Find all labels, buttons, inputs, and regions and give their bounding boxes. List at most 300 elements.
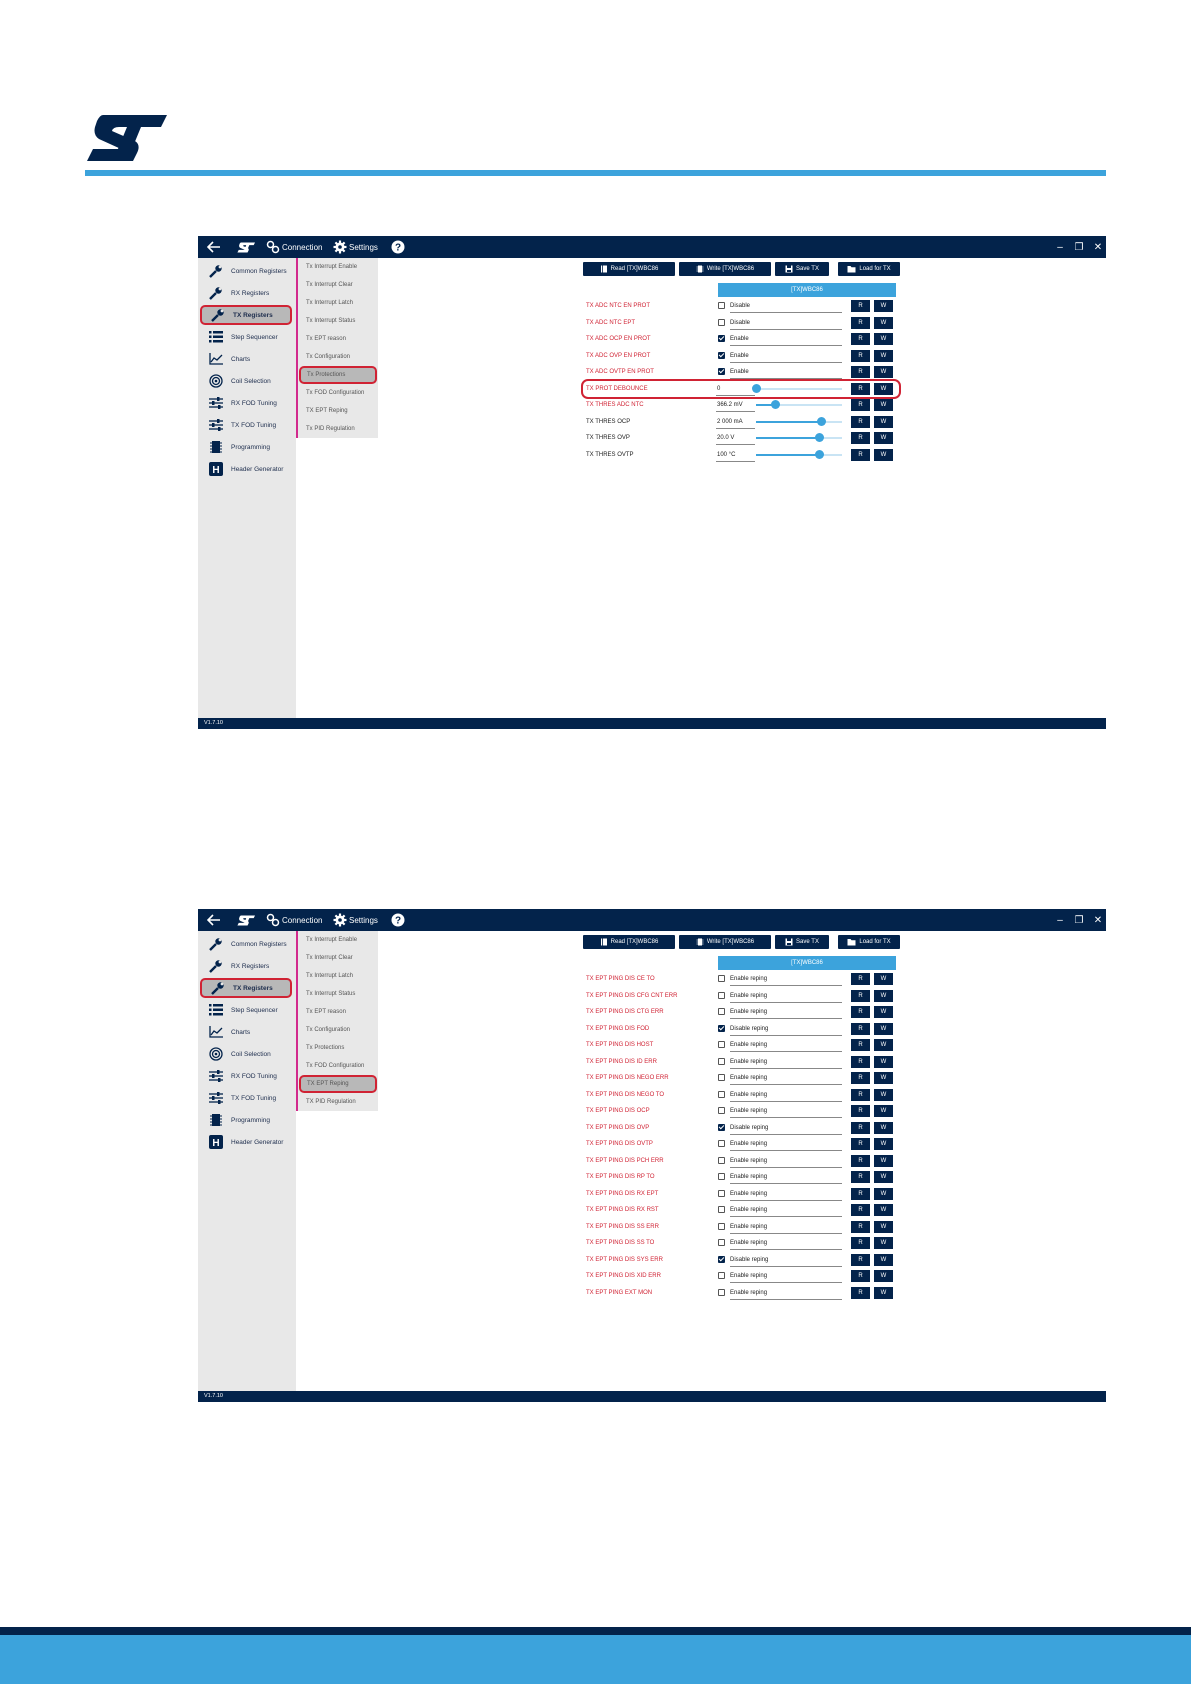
submenu xyxy=(296,258,378,438)
sidebar-item-label: Programming xyxy=(231,443,271,451)
back-button[interactable] xyxy=(207,909,221,931)
sidebar-item-rx-fod-tuning[interactable] xyxy=(200,1066,292,1086)
write-register-button[interactable]: W xyxy=(874,1171,893,1183)
write-register-button[interactable]: W xyxy=(874,333,893,345)
save-button[interactable] xyxy=(775,262,829,276)
register-checkbox[interactable] xyxy=(718,1008,725,1015)
read-register-button[interactable]: R xyxy=(851,1089,870,1101)
register-checkbox-label: Enable reping xyxy=(730,1055,842,1069)
register-checkbox[interactable] xyxy=(718,1256,725,1263)
load-button[interactable] xyxy=(838,935,900,949)
register-row xyxy=(586,989,906,1003)
register-name: TX EPT PING DIS HOST xyxy=(586,1042,654,1048)
read-register-button[interactable]: R xyxy=(851,1204,870,1216)
register-name: TX EPT PING DIS OVTP xyxy=(586,1141,653,1147)
save-icon xyxy=(785,265,793,273)
sidebar-item-programming[interactable] xyxy=(200,1110,292,1130)
chip-icon xyxy=(207,440,225,454)
submenu-item[interactable]: Tx Interrupt Enable xyxy=(306,937,358,943)
register-row xyxy=(586,1269,906,1283)
register-row xyxy=(586,1286,906,1300)
header-h-icon xyxy=(207,462,225,476)
read-register-button[interactable]: R xyxy=(851,1072,870,1084)
register-checkbox[interactable] xyxy=(718,1173,725,1180)
sidebar-item-header-generator[interactable] xyxy=(200,1132,292,1152)
register-checkbox[interactable] xyxy=(718,1272,725,1279)
gear-icon xyxy=(333,913,347,927)
register-row xyxy=(586,398,906,412)
submenu-item[interactable]: Tx Configuration xyxy=(306,354,351,360)
register-checkbox-label: Enable xyxy=(730,365,842,379)
connection-icon xyxy=(266,913,280,927)
register-name: TX EPT PING DIS RX EPT xyxy=(586,1190,659,1197)
register-checkbox[interactable] xyxy=(718,1206,725,1213)
app-window-protections xyxy=(198,236,1106,729)
register-row xyxy=(586,1137,906,1151)
sidebar-item-label: Charts xyxy=(231,1028,251,1036)
register-checkbox-label: Enable reping xyxy=(730,1269,842,1283)
register-row xyxy=(586,1253,906,1267)
sidebar-item-label: Common Registers xyxy=(231,267,287,275)
read-register-button[interactable]: R xyxy=(851,449,870,461)
minimize-icon[interactable]: – xyxy=(1057,914,1063,926)
read-register-button[interactable]: R xyxy=(851,399,870,411)
write-register-button[interactable]: W xyxy=(874,1188,893,1200)
register-checkbox-label: Enable reping xyxy=(730,1005,842,1019)
settings-button[interactable] xyxy=(333,909,378,931)
sidebar-item-tx-registers[interactable] xyxy=(200,305,292,325)
read-register-button[interactable]: R xyxy=(851,990,870,1002)
register-row xyxy=(586,1104,906,1118)
wrench-icon xyxy=(207,286,225,300)
slider-fill xyxy=(756,421,821,423)
chip-icon xyxy=(207,1113,225,1127)
register-name: TX EPT PING DIS CTG ERR xyxy=(586,1009,664,1015)
sidebar-item-label: Step Sequencer xyxy=(231,1006,278,1014)
register-checkbox-label: Disable xyxy=(730,316,842,330)
restore-icon[interactable]: ❐ xyxy=(1074,241,1084,253)
register-name: TX EPT PING DIS FOD xyxy=(586,1025,650,1032)
sidebar-item-tx-fod-tuning[interactable] xyxy=(200,415,292,435)
read-register-button[interactable]: R xyxy=(851,1122,870,1134)
read-button[interactable] xyxy=(583,935,675,949)
folder-icon xyxy=(847,938,856,946)
write-register-button[interactable]: W xyxy=(874,1056,893,1068)
version-statusbar: V1.7.10 xyxy=(198,718,1106,729)
sidebar-item-label: RX Registers xyxy=(231,289,270,297)
submenu-item[interactable]: TX EPT Reping xyxy=(299,1075,377,1093)
write-register-button[interactable]: W xyxy=(874,1023,893,1035)
write-register-button[interactable]: W xyxy=(874,300,893,312)
sidebar-item-label: TX FOD Tuning xyxy=(231,1094,277,1102)
write-register-button[interactable]: W xyxy=(874,990,893,1002)
minimize-icon[interactable]: – xyxy=(1057,241,1063,253)
read-register-button[interactable]: R xyxy=(851,973,870,985)
submenu-item[interactable]: Tx EPT reason xyxy=(306,336,346,342)
register-checkbox[interactable] xyxy=(718,1074,725,1081)
app-logo xyxy=(236,236,256,258)
settings-label: Settings xyxy=(349,915,378,925)
read-register-button[interactable]: R xyxy=(851,1188,870,1200)
svg-text:H: H xyxy=(212,465,220,476)
sidebar-item-rx-registers[interactable] xyxy=(200,283,292,303)
version-statusbar: V1.7.10 xyxy=(198,1391,1106,1402)
register-checkbox[interactable] xyxy=(718,1058,725,1065)
sidebar-item-step-sequencer[interactable] xyxy=(200,327,292,347)
register-checkbox[interactable] xyxy=(718,992,725,999)
load-button-label: Load for TX xyxy=(859,939,891,945)
register-checkbox[interactable] xyxy=(718,975,725,982)
register-checkbox[interactable] xyxy=(718,368,725,375)
st-logo-icon xyxy=(236,242,256,253)
list-icon xyxy=(207,1004,225,1016)
read-register-button[interactable]: R xyxy=(851,1023,870,1035)
register-name: TX EPT PING DIS SS ERR xyxy=(586,1223,659,1230)
read-register-button[interactable]: R xyxy=(851,1155,870,1167)
register-name: TX EPT PING DIS OCP xyxy=(586,1108,650,1114)
sliders-icon xyxy=(207,1092,225,1104)
memory-icon xyxy=(696,265,704,273)
read-register-button[interactable]: R xyxy=(851,1105,870,1117)
register-name: TX THRES OVP xyxy=(586,435,630,441)
register-name: TX THRES OCP xyxy=(586,418,631,425)
register-name: TX THRES ADC NTC xyxy=(586,402,644,408)
read-register-button[interactable]: R xyxy=(851,383,870,395)
sidebar-item-tx-fod-tuning[interactable] xyxy=(200,1088,292,1108)
back-button[interactable] xyxy=(207,236,221,258)
sidebar-item-label: Header Generator xyxy=(231,465,284,473)
write-register-button[interactable]: W xyxy=(874,399,893,411)
save-button[interactable] xyxy=(775,935,829,949)
register-row xyxy=(586,431,906,445)
load-button[interactable] xyxy=(838,262,900,276)
register-checkbox-label: Enable reping xyxy=(730,1286,842,1300)
read-register-button[interactable]: R xyxy=(851,1221,870,1233)
register-checkbox[interactable] xyxy=(718,1025,725,1032)
slider-thumb[interactable] xyxy=(817,417,826,426)
submenu-item[interactable]: Tx Interrupt Clear xyxy=(306,955,353,961)
help-icon xyxy=(391,913,405,927)
write-register-button[interactable]: W xyxy=(874,350,893,362)
submenu-item[interactable]: Tx FOD Configuration xyxy=(306,1063,365,1069)
register-row xyxy=(586,1187,906,1201)
register-checkbox[interactable] xyxy=(718,1091,725,1098)
write-register-button[interactable]: W xyxy=(874,1138,893,1150)
write-register-button[interactable]: W xyxy=(874,383,893,395)
register-name: TX ADC NTC EPT xyxy=(586,319,636,326)
sidebar xyxy=(198,931,296,1391)
register-value-input[interactable]: 0 xyxy=(716,382,755,396)
register-row xyxy=(586,1236,906,1250)
register-name: TX EPT PING DIS SYS ERR xyxy=(586,1256,663,1263)
sidebar-item-header-generator[interactable] xyxy=(200,459,292,479)
sidebar-item-label: RX FOD Tuning xyxy=(231,1072,277,1080)
sidebar-item-programming[interactable] xyxy=(200,437,292,457)
read-button[interactable] xyxy=(583,262,675,276)
sidebar-item-charts[interactable] xyxy=(200,349,292,369)
register-checkbox[interactable] xyxy=(718,1223,725,1230)
write-register-button[interactable]: W xyxy=(874,1237,893,1249)
sidebar-item-coil-selection[interactable] xyxy=(200,1044,292,1064)
register-name: TX EPT PING DIS XID ERR xyxy=(586,1273,661,1279)
register-value-input[interactable]: 2 000 mA xyxy=(716,415,755,429)
help-icon xyxy=(391,240,405,254)
read-register-button[interactable]: R xyxy=(851,1006,870,1018)
read-register-button[interactable]: R xyxy=(851,317,870,329)
register-checkbox[interactable] xyxy=(718,335,725,342)
read-register-button[interactable]: R xyxy=(851,1056,870,1068)
register-row xyxy=(586,1121,906,1135)
sliders-icon xyxy=(207,397,225,409)
register-row xyxy=(586,316,906,330)
register-checkbox-label: Enable reping xyxy=(730,1088,842,1102)
register-checkbox[interactable] xyxy=(718,352,725,359)
header-rule xyxy=(85,170,1106,176)
read-register-button[interactable]: R xyxy=(851,1138,870,1150)
write-register-button[interactable]: W xyxy=(874,1254,893,1266)
sidebar-item-common-registers[interactable] xyxy=(200,261,292,281)
write-button-label: Write [TX]WBC86 xyxy=(706,266,755,272)
register-checkbox-label: Enable reping xyxy=(730,1236,842,1250)
sidebar-item-label: TX FOD Tuning xyxy=(231,421,277,429)
sidebar-item-label: Coil Selection xyxy=(231,377,271,385)
register-row xyxy=(586,332,906,346)
svg-text:?: ? xyxy=(394,242,402,254)
register-checkbox[interactable] xyxy=(718,319,725,326)
register-row xyxy=(586,382,906,396)
memory-icon xyxy=(696,938,704,946)
register-checkbox-label: Disable reping xyxy=(730,1253,842,1267)
connection-icon xyxy=(266,240,280,254)
read-register-button[interactable]: R xyxy=(851,1237,870,1249)
write-register-button[interactable]: W xyxy=(874,1122,893,1134)
write-register-button[interactable]: W xyxy=(874,973,893,985)
register-checkbox-label: Enable reping xyxy=(730,1038,842,1052)
register-row xyxy=(586,1038,906,1052)
connection-label: Connection xyxy=(282,242,323,252)
slider-fill xyxy=(756,437,819,439)
load-button-label: Load for TX xyxy=(859,266,891,272)
submenu-item[interactable]: Tx FOD Configuration xyxy=(306,390,365,396)
read-register-button[interactable]: R xyxy=(851,333,870,345)
column-header: [TX]WBC86 xyxy=(718,283,896,297)
help-button[interactable] xyxy=(391,909,405,931)
register-row xyxy=(586,365,906,379)
gear-icon xyxy=(333,240,347,254)
submenu xyxy=(296,931,378,1111)
column-header: [TX]WBC86 xyxy=(718,956,896,970)
write-register-button[interactable]: W xyxy=(874,1006,893,1018)
register-name: TX EPT PING EXT MON xyxy=(586,1289,653,1296)
register-checkbox[interactable] xyxy=(718,1157,725,1164)
row-highlight xyxy=(581,379,901,399)
register-checkbox[interactable] xyxy=(718,1190,725,1197)
submenu-item[interactable]: Tx Interrupt Status xyxy=(306,318,356,324)
save-icon xyxy=(785,938,793,946)
write-register-button[interactable]: W xyxy=(874,1221,893,1233)
submenu-item[interactable]: Tx Interrupt Latch xyxy=(306,973,354,979)
read-register-button[interactable]: R xyxy=(851,366,870,378)
read-register-button[interactable]: R xyxy=(851,350,870,362)
sidebar-item-rx-registers[interactable] xyxy=(200,956,292,976)
st-logo-icon xyxy=(236,915,256,926)
sidebar-item-label: Common Registers xyxy=(231,940,287,948)
read-register-button[interactable]: R xyxy=(851,1254,870,1266)
register-name: TX EPT PING DIS PCH ERR xyxy=(586,1157,664,1164)
svg-text:?: ? xyxy=(394,915,402,927)
register-checkbox-label: Disable reping xyxy=(730,1121,842,1135)
register-name: TX EPT PING DIS CFG CNT ERR xyxy=(586,992,678,999)
save-button-label: Save TX xyxy=(796,939,819,945)
read-register-button[interactable]: R xyxy=(851,1287,870,1299)
register-checkbox-label: Enable reping xyxy=(730,1203,842,1217)
slider-fill xyxy=(756,454,819,456)
back-arrow-icon xyxy=(207,914,221,926)
submenu-item[interactable]: Tx Interrupt Enable xyxy=(306,264,358,270)
register-checkbox[interactable] xyxy=(718,1140,725,1147)
write-register-button[interactable]: W xyxy=(874,432,893,444)
register-value-input[interactable]: 20.0 V xyxy=(716,431,755,445)
slider-thumb[interactable] xyxy=(815,450,824,459)
register-name: TX ADC OVP EN PROT xyxy=(586,352,651,359)
register-row xyxy=(586,1005,906,1019)
submenu-item[interactable]: Tx Interrupt Latch xyxy=(306,300,354,306)
read-register-button[interactable]: R xyxy=(851,416,870,428)
write-register-button[interactable]: W xyxy=(874,1155,893,1167)
register-name: TX EPT PING DIS NEGO TO xyxy=(586,1091,665,1098)
register-row xyxy=(586,1203,906,1217)
connection-button[interactable] xyxy=(266,909,322,931)
write-register-button[interactable]: W xyxy=(874,1105,893,1117)
sidebar-item-common-registers[interactable] xyxy=(200,934,292,954)
close-icon[interactable]: ✕ xyxy=(1093,914,1103,926)
sidebar-item-rx-fod-tuning[interactable] xyxy=(200,393,292,413)
register-name: TX EPT PING DIS RP TO xyxy=(586,1174,655,1180)
submenu-item[interactable]: Tx PID Regulation xyxy=(306,426,355,432)
read-register-button[interactable]: R xyxy=(851,300,870,312)
write-register-button[interactable]: W xyxy=(874,416,893,428)
book-icon xyxy=(600,938,608,946)
slider-thumb[interactable] xyxy=(815,433,824,442)
sidebar-item-step-sequencer[interactable] xyxy=(200,1000,292,1020)
register-row xyxy=(586,415,906,429)
register-checkbox-label: Enable reping xyxy=(730,1220,842,1234)
submenu-item[interactable]: TX EPT Reping xyxy=(306,408,348,414)
read-register-button[interactable]: R xyxy=(851,1039,870,1051)
sidebar-item-label: TX Registers xyxy=(233,311,273,319)
write-register-button[interactable]: W xyxy=(874,1089,893,1101)
register-checkbox[interactable] xyxy=(718,1289,725,1296)
write-register-button[interactable]: W xyxy=(874,449,893,461)
register-checkbox-label: Enable reping xyxy=(730,1071,842,1085)
register-value-input[interactable]: 100 °C xyxy=(716,448,755,462)
read-button-label: Read [TX]WBC86 xyxy=(610,939,659,945)
read-register-button[interactable]: R xyxy=(851,1270,870,1282)
slider-thumb[interactable] xyxy=(771,400,780,409)
register-row xyxy=(586,1088,906,1102)
write-button[interactable] xyxy=(679,935,771,949)
write-register-button[interactable]: W xyxy=(874,317,893,329)
register-checkbox-label: Enable xyxy=(730,332,842,346)
write-register-button[interactable]: W xyxy=(874,1204,893,1216)
sidebar-item-label: Step Sequencer xyxy=(231,333,278,341)
register-checkbox[interactable] xyxy=(718,302,725,309)
settings-button[interactable] xyxy=(333,236,378,258)
sliders-icon xyxy=(207,419,225,431)
settings-label: Settings xyxy=(349,242,378,252)
register-row xyxy=(586,1055,906,1069)
save-button-label: Save TX xyxy=(796,266,819,272)
register-name: TX EPT PING DIS ID ERR xyxy=(586,1058,657,1065)
sidebar-item-tx-registers[interactable] xyxy=(200,978,292,998)
register-row xyxy=(586,1071,906,1085)
submenu-item[interactable]: Tx Protections xyxy=(299,366,377,384)
read-register-button[interactable]: R xyxy=(851,432,870,444)
register-checkbox[interactable] xyxy=(718,1239,725,1246)
register-checkbox[interactable] xyxy=(718,1107,725,1114)
register-checkbox[interactable] xyxy=(718,1041,725,1048)
header-h-icon xyxy=(207,1135,225,1149)
register-name: TX EPT PING DIS RX RST xyxy=(586,1207,659,1213)
register-checkbox-label: Enable xyxy=(730,349,842,363)
folder-icon xyxy=(847,265,856,273)
sidebar-item-coil-selection[interactable] xyxy=(200,371,292,391)
sidebar xyxy=(198,258,296,718)
register-checkbox[interactable] xyxy=(718,1124,725,1131)
register-name: TX ADC NTC EN PROT xyxy=(586,303,651,309)
book-icon xyxy=(600,265,608,273)
write-register-button[interactable]: W xyxy=(874,1270,893,1282)
submenu-item[interactable]: Tx Configuration xyxy=(306,1027,351,1033)
titlebar xyxy=(198,909,1106,931)
submenu-item[interactable]: Tx EPT reason xyxy=(306,1009,346,1015)
st-logo xyxy=(83,113,169,163)
register-checkbox-label: Disable reping xyxy=(730,1022,842,1036)
register-name: TX THRES OVTP xyxy=(586,451,634,458)
submenu-item[interactable]: Tx Protections xyxy=(306,1045,345,1051)
chart-icon xyxy=(207,353,225,365)
close-icon[interactable]: ✕ xyxy=(1093,241,1103,253)
register-name: TX ADC OVTP EN PROT xyxy=(586,369,654,375)
chart-icon xyxy=(207,1026,225,1038)
submenu-item[interactable]: Tx Interrupt Status xyxy=(306,991,356,997)
register-name: TX ADC OCP EN PROT xyxy=(586,336,651,342)
submenu-item[interactable]: Tx Interrupt Clear xyxy=(306,282,353,288)
write-register-button[interactable]: W xyxy=(874,1287,893,1299)
wrench-icon xyxy=(209,308,227,322)
write-button-label: Write [TX]WBC86 xyxy=(706,939,755,945)
register-row xyxy=(586,1022,906,1036)
app-window-ept-reping xyxy=(198,909,1106,1402)
write-register-button[interactable]: W xyxy=(874,1072,893,1084)
register-value-input[interactable]: 366.2 mV xyxy=(716,398,755,412)
write-register-button[interactable]: W xyxy=(874,1039,893,1051)
read-register-button[interactable]: R xyxy=(851,1171,870,1183)
help-button[interactable] xyxy=(391,236,405,258)
sidebar-item-charts[interactable] xyxy=(200,1022,292,1042)
submenu-item[interactable]: TX PID Regulation xyxy=(306,1099,356,1105)
register-row xyxy=(586,448,906,462)
restore-icon[interactable]: ❐ xyxy=(1074,914,1084,926)
write-register-button[interactable]: W xyxy=(874,366,893,378)
svg-text:H: H xyxy=(212,1138,220,1149)
write-button[interactable] xyxy=(679,262,771,276)
connection-button[interactable] xyxy=(266,236,322,258)
sidebar-item-label: TX Registers xyxy=(233,984,273,992)
connection-label: Connection xyxy=(282,915,323,925)
register-checkbox-label: Enable reping xyxy=(730,1137,842,1151)
sliders-icon xyxy=(207,1070,225,1082)
